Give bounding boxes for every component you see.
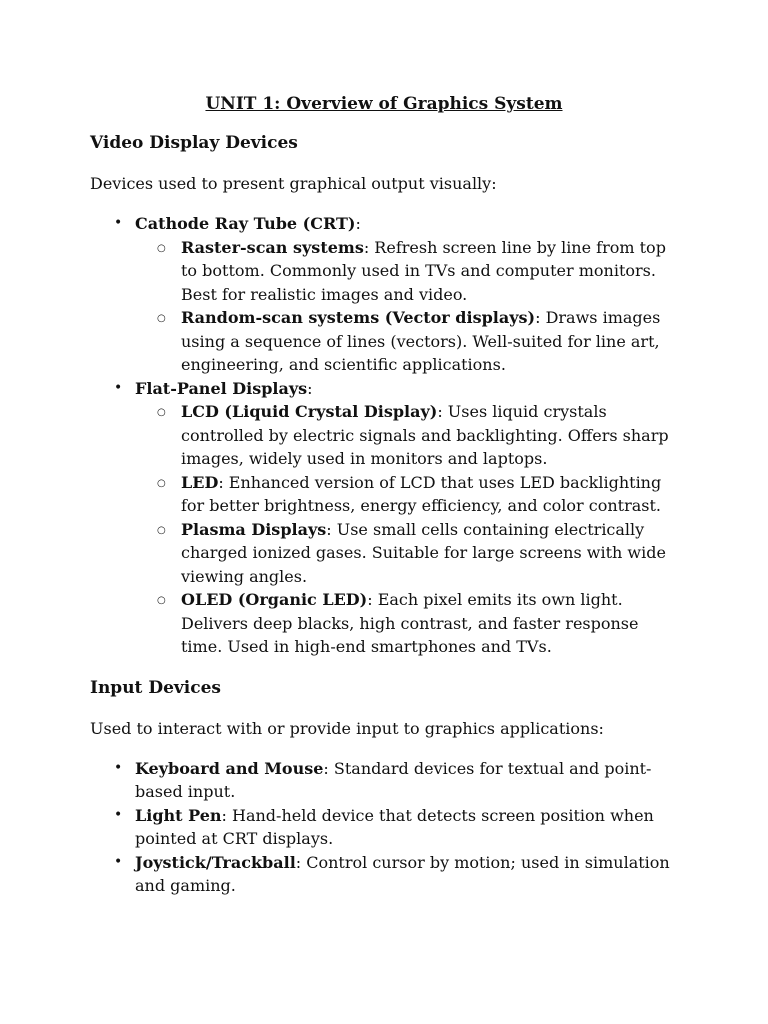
bullet-icon: •	[114, 379, 123, 396]
circle-bullet-icon: ○	[157, 313, 166, 324]
item-text: : Draws images using a sequence of lines (vectors). Well-suited for line art, engineering, and scientific applications.	[181, 308, 661, 374]
item-term: Keyboard and Mouse	[135, 758, 324, 778]
circle-bullet-icon: ○	[157, 524, 166, 536]
list-item-lcd	[135, 400, 678, 471]
item-term: Joystick/Trackball	[135, 852, 296, 872]
device-list	[90, 212, 678, 659]
item-text: : Use small cells containing electrically charged ionized gases. Suitable for large screens with wide viewing angles.	[181, 519, 666, 586]
list-item-joystick-trackball	[90, 851, 678, 898]
item-text: : Control cursor by motion; used in simulation and gaming.	[135, 852, 670, 895]
list-item-flat-panel	[90, 377, 678, 659]
circle-bullet-icon: ○	[157, 477, 166, 489]
section-intro: Used to interact with or provide input to graphics applications:	[90, 718, 604, 738]
section-input-devices	[90, 677, 678, 898]
list-item-oled	[135, 588, 678, 659]
list-item-crt	[90, 212, 678, 377]
item-text: : Standard devices for textual and point-based input.	[135, 758, 652, 801]
item-term: Plasma Displays	[181, 519, 327, 539]
item-text: : Enhanced version of LCD that uses LED backlighting for better brightness, energy efficiency, and color contrast.	[181, 472, 662, 515]
list-item-random-scan	[135, 306, 678, 377]
sub-list	[135, 236, 678, 377]
item-term: LCD (Liquid Crystal Display)	[181, 402, 438, 421]
item-text: : Refresh screen line by line from top to bottom. Commonly used in TVs and computer monitors. Best for realistic images and video.	[181, 237, 666, 304]
list-item-raster-scan	[135, 236, 678, 307]
item-term: Light Pen	[135, 805, 222, 825]
circle-bullet-icon: ○	[157, 595, 166, 606]
item-suffix: :	[307, 378, 313, 398]
item-term: Flat-Panel Displays	[135, 378, 308, 398]
circle-bullet-icon: ○	[157, 242, 166, 254]
item-text: : Hand-held device that detects screen position when pointed at CRT displays.	[135, 805, 654, 848]
section-heading: Video Display Devices	[90, 133, 298, 153]
item-term: OLED (Organic LED)	[181, 590, 368, 609]
document-title: UNIT 1: Overview of Graphics System	[205, 94, 563, 114]
list-item-plasma	[135, 518, 678, 589]
circle-bullet-icon: ○	[157, 407, 166, 418]
list-item-keyboard-mouse	[90, 757, 678, 804]
list-item-light-pen	[90, 804, 678, 851]
bullet-icon: •	[114, 215, 123, 231]
section-video-display-devices	[90, 132, 678, 659]
section-intro: Devices used to present graphical output visually:	[90, 174, 497, 193]
item-term: Raster-scan systems	[181, 237, 364, 257]
input-device-list	[90, 757, 678, 898]
bullet-icon: •	[114, 806, 123, 823]
item-text: : Uses liquid crystals controlled by electric signals and backlighting. Offers sharp images, widely used in monitors and laptops.	[181, 402, 669, 468]
item-text: : Each pixel emits its own light. Delivers deep blacks, high contrast, and faster response time. Used in high-end smartphones and TVs.	[181, 590, 639, 656]
section-heading: Input Devices	[90, 677, 221, 698]
bullet-icon: •	[114, 759, 123, 776]
item-term: Random-scan systems (Vector displays)	[181, 308, 536, 327]
item-suffix: :	[355, 214, 361, 233]
list-item-led	[135, 471, 678, 518]
bullet-icon: •	[114, 853, 123, 870]
item-term: LED	[181, 472, 219, 492]
section-spacer	[90, 659, 678, 677]
item-term: Cathode Ray Tube (CRT)	[135, 214, 356, 233]
sub-list	[135, 400, 678, 659]
